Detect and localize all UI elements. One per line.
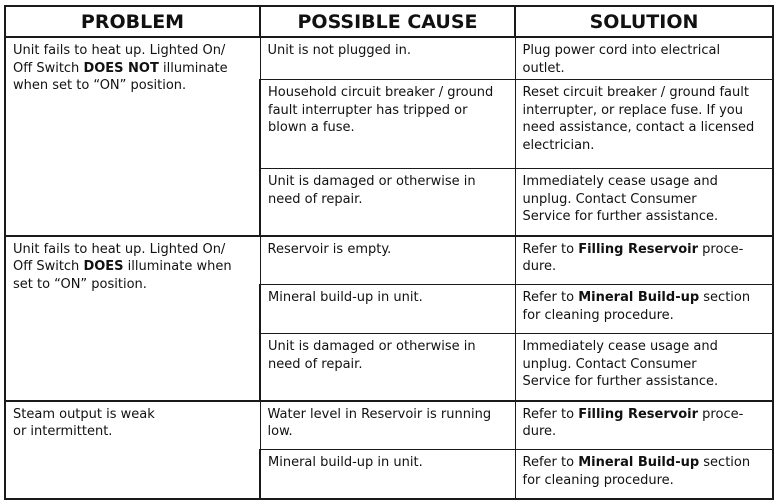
- solution-cell: Refer to Filling Reservoir proce- dure.: [515, 401, 773, 450]
- cause-cell: Household circuit breaker / ground fault interrupter has tripped or blown a fuse.: [260, 80, 515, 169]
- solution-cell: Refer to Mineral Build-up section for cleaning procedure.: [515, 450, 773, 499]
- solution-cell: Reset circuit breaker / ground fault interrupter, or replace fuse. If you need assistance, contact a licensed electrician.: [515, 80, 773, 169]
- reference-link-text: Filling Reservoir: [578, 241, 699, 257]
- reference-link-text: Mineral Build-up: [578, 290, 700, 306]
- cause-cell: Mineral build-up in unit.: [260, 450, 515, 499]
- table-row: [5, 401, 773, 450]
- reference-link-text: Filling Reservoir: [578, 406, 699, 422]
- solution-cell: Refer to Filling Reservoir proce- dure.: [515, 236, 773, 285]
- solution-cell: Immediately cease usage and unplug. Contact Consumer Service for further assistance.: [515, 334, 773, 401]
- problem-cell: Unit fails to heat up. Lighted On/ Off Switch DOES illuminate when set to “ON” position.: [5, 236, 260, 401]
- header-problem: PROBLEM: [5, 6, 260, 37]
- solution-cell: Immediately cease usage and unplug. Contact Consumer Service for further assistance.: [515, 169, 773, 236]
- solution-cell: Refer to Mineral Build-up section for cleaning procedure.: [515, 285, 773, 334]
- table-row: [5, 37, 773, 80]
- header-solution: SOLUTION: [515, 6, 773, 37]
- cause-cell: Reservoir is empty.: [260, 236, 515, 285]
- cause-cell: Unit is not plugged in.: [260, 37, 515, 80]
- cause-cell: Water level in Reservoir is running low.: [260, 401, 515, 450]
- solution-cell: Plug power cord into electrical outlet.: [515, 37, 773, 80]
- cause-cell: Mineral build-up in unit.: [260, 285, 515, 334]
- header-possible-cause: POSSIBLE CAUSE: [260, 6, 515, 37]
- header-row: [5, 6, 773, 37]
- cause-cell: Unit is damaged or otherwise in need of repair.: [260, 334, 515, 401]
- troubleshooting-table: [4, 5, 774, 500]
- problem-cell: Steam output is weak or intermittent.: [5, 401, 260, 499]
- problem-cell: Unit fails to heat up. Lighted On/ Off Switch DOES NOT illuminate when set to “ON” position.: [5, 37, 260, 236]
- table-row: [5, 236, 773, 285]
- reference-link-text: Mineral Build-up: [578, 455, 700, 471]
- emphasis-text: DOES NOT: [83, 60, 159, 76]
- cause-cell: Unit is damaged or otherwise in need of repair.: [260, 169, 515, 236]
- emphasis-text: DOES: [83, 259, 124, 275]
